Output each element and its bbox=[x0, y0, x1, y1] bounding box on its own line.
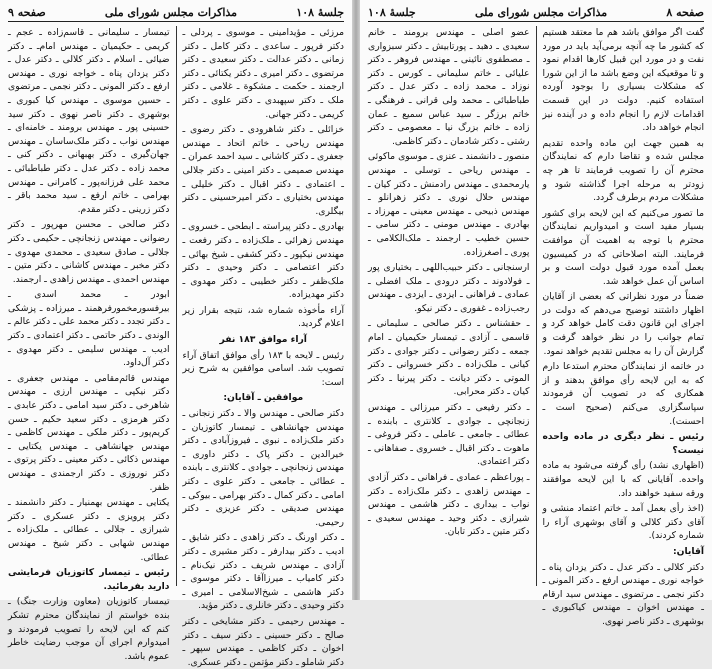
paragraph: یکتایی ـ مهندس بهمنیار ـ دکتر دانشمند ـ دکتر پرویزی ـ دکتر عسکری ـ دکتر شیرازی ـ جلالی ـ عطائی ـ ملک‌زاده ـ مهندس شهابی ـ دکتر شیخ ـ مهندس عطائی. bbox=[8, 497, 170, 563]
paragraph: در خاتمه از نمایندگان محترم استدعا دارم که به این لایحه رأی موافق بدهند و از همکاری که در تصویب آن فرمودند سپاسگزاری می‌کنم (صحیح است ـ احسنت). bbox=[542, 361, 704, 427]
paragraph: (اظهاری نشد) رأی گرفته می‌شود به ماده واحده. آقایانی که با این لایحه موافقند ورقه سفید خواهند داد. bbox=[542, 460, 704, 499]
speaker-paragraph: رئیس ـ لایحه با ۱۸۳ رأی موافق اتفاق آراء تصویب شد. اسامی موافقین به شرح زیر است: bbox=[182, 349, 344, 388]
right-page bbox=[360, 0, 712, 627]
section-heading: آقایان: bbox=[672, 545, 704, 557]
paragraph: ابودر ـ محمد اسدی ـ بیرفسورمخمورفرهمند ـ میرزاده ـ پزشکی ـ دکتر تجدد ـ دکتر محمد علی ـ دکتر عالم ـ الوندی ـ دکتر حاتمی ـ دکتر اعتمادی ـ دکتر ادیب ـ مهندس سلیمی ـ دکتر مهدوی ـ دکتر آل‌داود. bbox=[8, 289, 170, 369]
paragraph: گفت اگر موافق باشد هم ما معتقد هستیم که کشور ما چه آنچه برمی‌آید باید در مورد نفت و در مورد این قبیل کارها اقدام نمود و تا موقعیکه این وضع باشد ما از این شورا که مشکلات بسیاری را بوجود آورده استفاده کنیم. دولت در این قسمت اقدامات لازم را انجام داده و در آینده نیز انجام خواهد داد. bbox=[542, 27, 704, 134]
right-page-columns bbox=[368, 26, 704, 627]
paragraph: دکتر صالحی ـ محسن مهرپور ـ دکتر رضوانی ـ مهندس زنجانچی ـ حکیمی ـ دکتر جلالی ـ صادق سعیدی ـ محمدی مهدوی ـ دکتر مخبر ـ مهندس کاشانی ـ دکتر متین ـ مهندس احمدی ـ مهندس زاهدی ـ ارجمند. bbox=[8, 219, 170, 285]
paragraph: ارسنجانی ـ دکتر حبیب‌اللهی ـ بختیاری پور ـ فولادوند ـ دکتر درودی ـ ملک افضلی ـ عمادی ـ فراهانی ـ ایزدی ـ ایزدی ـ مهندس رجب‌زاده ـ غفوری ـ دکتر نیکو. bbox=[368, 262, 530, 314]
paragraph: بهادری ـ دکتر پیراسته ـ ابطحی ـ خسروی ـ مهندس زهرائی ـ ملک‌زاده ـ دکتر رفعت ـ مهندس نیکپور ـ دکتر کشفی ـ شیخ بهائی ـ دکتر اعتصامی ـ دکتر وحیدی ـ دکتر ملک‌ظفر ـ دکتر خطیبی ـ دکتر مهدوی ـ دکتر مهدیزاده. bbox=[182, 221, 344, 301]
paragraph: آراء مأخوذه شماره شد، نتیجه بقرار زیر اعلام گردید. bbox=[182, 304, 344, 330]
book-gutter bbox=[352, 0, 360, 600]
paragraph: دکتر صالحی ـ مهندس والا ـ دکتر زنجانی ـ مهندس جهانشاهی ـ تیمسار کاتوزیان ـ دکتر ملک‌زاده ـ نبوی ـ فیروزآبادی ـ دکتر خیرالدین ـ دکتر پاک ـ دکتر داوری ـ مهندس زنجانچی ـ جوادی ـ کلانتری ـ بابنده ـ عطائی ـ جامعی ـ دکتر علوی ـ دکتر امامی ـ دکتر کمال ـ دکتر بهرامی ـ بیوکی ـ مهندس صدیقی ـ دکتر عزیزی ـ دکتر رحیمی. bbox=[182, 408, 344, 528]
speaker-paragraph: رئیس ـ نظر دیگری در ماده واحده نیست؟ bbox=[542, 431, 704, 456]
paragraph: ـ حقشناس ـ دکتر صالحی ـ سلیمانی ـ قاسمی ـ آزادی ـ تیمسار حکیمیان ـ امام جمعه ـ دکتر رضوانی ـ دکتر جوادی ـ دکتر کیانی ـ ملک‌زاده ـ دکتر خسروانی ـ دکتر الموتی ـ دکتر دیانت ـ دکتر پیرنیا ـ دکتر کیان ـ دکتر محرابی. bbox=[368, 318, 530, 398]
right-page-header bbox=[368, 6, 704, 22]
paragraph: (اخذ رأی بعمل آمد ـ خاتم اعتماد منشی و آقای دکتر کلالی و آقای بوشهری آراء را شماره کردند). bbox=[542, 503, 704, 542]
paragraph: تیمسار ـ سلیمانی ـ قاسم‌زاده ـ عجم ـ کریمی ـ حکیمیان ـ مهندس امام‌ـ ـ دکتر ضیائی ـ اسلام ـ دکتر کلالی ـ دکتر عدل ـ دکتر یزدان پناه ـ خواجه نوری ـ مهندس ارفع ـ دکتر المونی ـ دکتر نجمی ـ مرتضوی ـ حسین موسوی ـ مهندس کیا کبوری ـ بوشهری ـ دکتر ناصر نهوی ـ دکتر سید حسینی پور ـ مهندس برومند ـ خامنه‌ای ـ مهندس نواب ـ دکتر ملک‌ساسان ـ مهندس جهان‌گیری ـ دکتر بهبهانی ـ دکتر کنی ـ محمد زاده ـ دکتر عدل ـ دکتر طباطبائی ـ محمد علی فرزانه‌پور ـ کامرانی ـ مهندس بهرامی ـ خاتم ارفع ـ سید محمد باقر ـ دکتر زرینی ـ دکتر مقدم. bbox=[8, 27, 170, 215]
paragraph: ـ پوراعظم ـ عمادی ـ فراهانی ـ دکتر آزادی ـ مهندس زاهدی ـ دکتر ملک‌زاده ـ دکتر نواب ـ بیداری ـ دکتر هاشمی ـ مهندس شیرازی ـ دکتر وحید ـ مهندس سعیدی ـ دکتر متین ـ دکتر تابان. bbox=[368, 472, 530, 538]
left-page-columns bbox=[8, 26, 344, 668]
paragraph: به همین جهت این ماده واحده تقدیم مجلس شده و تقاضا دارم که نمایندگان محترم آن را تصویب فرمایند تا هر چه زودتر به مرحله اجرا گذاشته شود و مشکلات مردم برطرف گردد. bbox=[542, 137, 704, 204]
paragraph: ـ مهندس رحیمی ـ دکتر مشایخی ـ دکتر صالح ـ دکتر حسینی ـ دکتر سیف ـ دکتر اخوان ـ دکتر کاظمی ـ مهندس سپهر ـ دکتر شاملو ـ دکتر مؤتمن ـ دکتر عسکری. bbox=[182, 615, 344, 668]
paragraph: دکتر کلالی ـ دکتر عدل ـ دکتر یزدان پناه ـ خواجه نوری ـ مهندس ارفع ـ دکتر المونی ـ دکتر نجمی ـ مرتضوی ـ مهندس سید ارقام ـ مهندس اخوان ـ مهندس کیاکبوری ـ بوشهری ـ دکتر ناصر نهوی. bbox=[542, 561, 704, 627]
column-divider bbox=[176, 26, 177, 586]
paragraph: مهندس قائم‌مقامی ـ مهندس جعفری ـ دکتر نیکپی ـ مهندس ارزی ـ مهندس شاهرخی ـ دکتر سید امامی ـ دکتر عابدی ـ دکتر هرمزی ـ دکتر سعید حکیم ـ حسن کریم‌پور ـ دکتر ملکی ـ مهندس کاظمی ـ مهندس جهانشاهی ـ مهندس یکتایی ـ مهندس ذکائی ـ دکتر معینی ـ دکتر پرتوی ـ دکتر نوروزی ـ دکتر ارجمندی ـ مهندس ظفر. bbox=[8, 372, 170, 493]
paragraph: عضو اصلی ـ مهندس برومند ـ خانم سعیدی ـ دهبد ـ پورتابیش ـ دکتر سبزواری ـ مصطفوی نائینی ـ مهندس فروهر ـ دکتر علیائی ـ خاتم سلیمانی ـ کورس ـ دکتر نوزاد ـ محمد زاده ـ دکتر عدل ـ دکتر طباطبائی ـ محمد ولی قرانی ـ فرهنگی ـ خاتم برزگر ـ سید عباس سمیع ـ عمان زاده ـ خاتم بزرگ نیا ـ معصومی ـ دکتر رشتی ـ دکتر شادمان ـ دکتر کاظمی. bbox=[368, 27, 530, 147]
paragraph: ـ دکتر اورنگ ـ دکتر زاهدی ـ دکتر شایق ـ ادیب ـ دکتر بیدارفر ـ دکتر مشیری ـ دکتر آزادی ـ مهندس شریف ـ دکتر نیک‌نام ـ دکتر کامیاب ـ میرزا‌آقا ـ دکتر موسوی ـ دکتر هاشمی ـ شیخ‌الاسلامی ـ امیری ـ دکتر وحیدی ـ دکتر خانلری ـ دکتر مؤید. bbox=[182, 532, 344, 612]
paragraph: منصور ـ دانشمند ـ عنزی ـ موسوی ماکوئی ـ مهندس ریاحی ـ توسلی ـ مهندس یارمحمدی ـ مهندس رادمنش ـ دکتر کیان ـ مهندس حلال نوری ـ دکتر زهرانلو ـ مهندس ذبیحی ـ مهندس معینی ـ مهرزاد ـ بهادری ـ مهندس مومنی ـ دکتر سامی ـ حسین خطیب ـ ارجمند ـ ملک‌الکلامی ـ پوری ـ اصغرزاده. bbox=[368, 151, 530, 258]
section-heading: موافقین ـ آقایان: bbox=[223, 392, 304, 404]
paragraph: مرزئی ـ مؤید‌امینی ـ موسوی ـ پردلی ـ دکتر فرپور ـ ساعدی ـ دکتر کامل ـ دکتر زمانی ـ دکتر عدالت ـ دکتر سعیدی ـ دکتر مرتضوی ـ دکتر امیری ـ دکتر یکتائی ـ دکتر ارجمند ـ حکمت ـ مشکوة ـ غلامی ـ دکتر ملک ـ دکتر سپهبدی ـ دکتر علوی ـ دکتر کریمی ـ دکتر جهانی. bbox=[182, 27, 344, 120]
paragraph: ما تصور می‌کنیم که این لایحه برای کشور بسیار مفید است و امیدواریم نمایندگان محترم با توجه به اهمیت آن موافقت فرمایند. البته اصلاحاتی که در کمیسیون بعمل آمده مورد قبول دولت است و بر اساس آن عمل خواهد شد. bbox=[542, 207, 704, 287]
vote-result: آراء موافق ۱۸۳ نفر bbox=[219, 334, 307, 346]
session-label: جلسهٔ ۱۰۸ bbox=[296, 6, 344, 19]
right-page-column-right bbox=[542, 26, 705, 627]
session-label: جلسهٔ ۱۰۸ bbox=[368, 6, 416, 19]
left-page-column-right bbox=[182, 26, 345, 668]
page-title: مذاکرات مجلس شورای ملی bbox=[104, 6, 238, 19]
left-page-header bbox=[8, 6, 344, 22]
paragraph: ضمناً در مورد نظراتی که بعضی از آقایان اظهار داشتند توضیح می‌دهم که دولت در اجرای این قانون دقت کامل خواهد کرد و تمام جوانب را در نظر خواهد گرفت و گزارش آن را به مجلس تقدیم خواهد نمود. bbox=[542, 291, 704, 357]
left-page-column-left bbox=[8, 26, 170, 662]
left-page bbox=[0, 0, 352, 668]
paragraph: ـ دکتر رفیعی ـ دکتر میرزائی ـ مهندس زنجانچی ـ جوادی ـ کلانتری ـ بابنده ـ عطائی ـ جامعی ـ عاملی ـ دکتر فروغی ـ ماهوت ـ دکتر اقبال ـ خسروی ـ صفاهانی ـ دکتر اعتمادی. bbox=[368, 402, 530, 468]
right-page-column-left bbox=[368, 26, 530, 586]
speaker-paragraph: تیمسار کاتوزیان (معاون وزارت جنگ) ـ بنده خواستم از نمایندگان محترم تشکر کنم که این لایحه را تصویب فرمودند و امیدوارم اجرای آن موجب رضایت خاطر عموم باشد. bbox=[8, 596, 170, 662]
paragraph: خزائلی ـ دکتر شاهرودی ـ دکتر رضوی ـ مهندس ریاحی ـ خاتم اتحاد ـ مهندس جعفری ـ دکتر کاشانی ـ سید احمد عمران ـ مهندس صمیمی ـ دکتر امینی ـ دکتر جلالی ـ اعتمادی ـ دکتر اقبال ـ دکتر خلیلی ـ مهندس بختیاری ـ دکتر امیرحسینی ـ دکتر بیگلری. bbox=[182, 124, 344, 217]
page-number: صفحه ۸ bbox=[666, 6, 704, 19]
page-number: صفحه ۹ bbox=[8, 6, 46, 19]
page-title: مذاکرات مجلس شورای ملی bbox=[474, 6, 608, 19]
speaker-paragraph: رئیس ـ تیمسار کاتوزیان فرمایشی دارید بفرمائید. bbox=[8, 567, 170, 592]
column-divider bbox=[536, 26, 537, 586]
